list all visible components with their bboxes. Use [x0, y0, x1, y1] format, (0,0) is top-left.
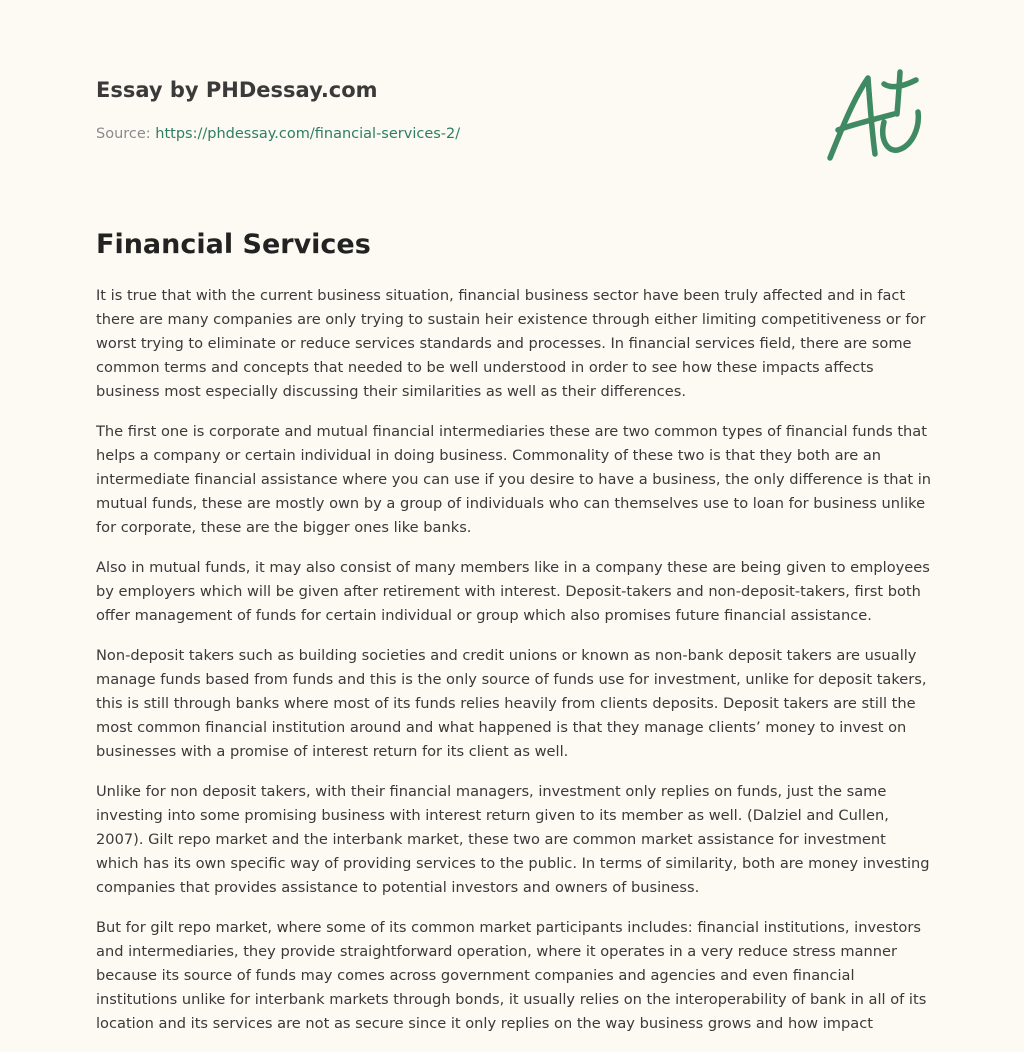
source-label: Source: — [96, 126, 156, 142]
source-line — [96, 124, 796, 144]
article-body — [96, 284, 932, 1052]
site-brand: Essay by PHDessay.com — [96, 78, 378, 102]
article-paragraph: Unlike for non deposit takers, with their financial managers, investment only replies on funds, just the same investing into some promising business with interest return given to its member as well. (Dalziel and Cullen, 2007). Gilt repo market and the interbank market, these two are common market assistance for investment which has its own specific way of providing services to the public. In terms of similarity, both are money investing companies that provides assistance to potential investors and owners of business. — [96, 783, 930, 896]
a-plus-grade-icon — [820, 66, 930, 166]
article-paragraph: But for gilt repo market, where some of its common market participants includes: financial institutions, investors and intermediaries, they provide straightforward operation, where it operates in a very reduce stress manner because its source of funds may comes across government companies and agencies and even financial institutions unlike for interbank markets through bonds, it usually relies on the interoperability of bank in all of its location and its services are not as secure since it only replies on the way business grows and how impact — [96, 919, 927, 1032]
article-paragraph: The first one is corporate and mutual financial intermediaries these are two common types of financial funds that helps a company or certain individual in doing business. Commonality of these two is that they both are an intermediate financial assistance where you can use if you desire to have a business, the only difference is that in mutual funds, these are mostly own by a group of individuals who can themselves use to loan for business unlike for corporate, these are the bigger ones like banks. — [96, 423, 932, 536]
article-paragraph: It is true that with the current business situation, financial business sector have been truly affected and in fact there are many companies are only trying to sustain heir existence through either limiting competitiveness or for worst trying to eliminate or reduce services standards and processes. In financial services field, there are some common terms and concepts that needed to be well understood in order to see how these impacts affects business most especially discussing their similarities as well as their differences. — [96, 287, 926, 400]
article-title: Financial Services — [96, 229, 371, 260]
article-paragraph: Non-deposit takers such as building societies and credit unions or known as non-bank deposit takers are usually manage funds based from funds and this is the only source of funds use for investment, unlike for deposit takers, this is still through banks where most of its funds relies heavily from clients deposits. Deposit takers are still the most common financial institution around and what happened is that they manage clients’ money to invest on businesses with a promise of interest return for its client as well. — [96, 647, 927, 760]
source-link[interactable]: https://phdessay.com/financial-services-2/ — [155, 126, 461, 142]
site-header — [96, 76, 796, 144]
article-paragraph: Also in mutual funds, it may also consist of many members like in a company these are being given to employees by employers which will be given after retirement with interest. Deposit-takers and non-deposit-takers, first both offer management of funds for certain individual or group which also promises future financial assistance. — [96, 559, 930, 624]
